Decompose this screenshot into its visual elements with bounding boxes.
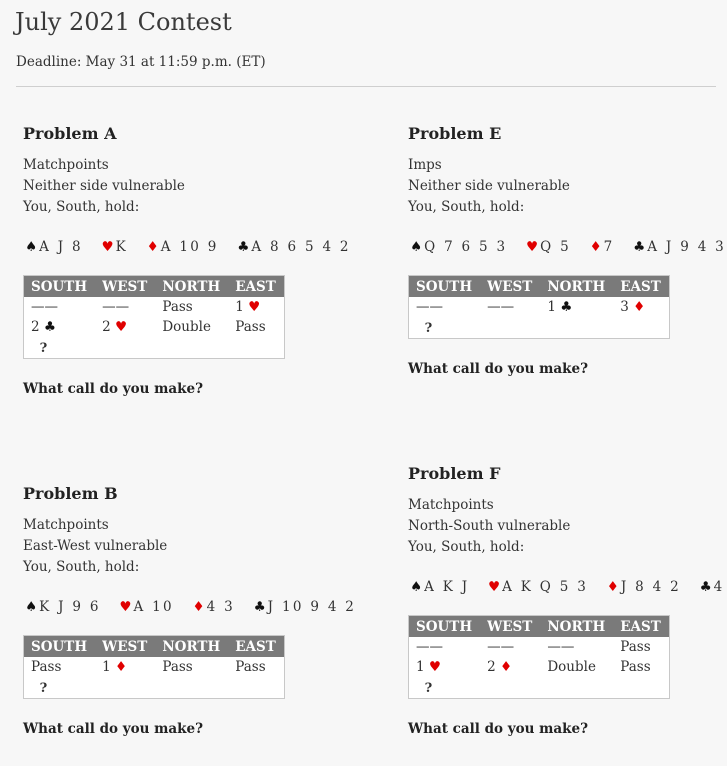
bid-level: 2 xyxy=(31,319,40,335)
south-call xyxy=(409,317,481,339)
bidding-header-row xyxy=(24,276,285,298)
bid-level: 1 xyxy=(416,659,425,675)
hold-prompt: You, South, hold: xyxy=(23,199,140,215)
hand xyxy=(408,579,725,595)
vulnerability-text: North-South vulnerable xyxy=(408,518,571,534)
west-call: —— xyxy=(487,299,515,315)
empty-cell xyxy=(228,337,284,359)
spade-icon: ♠ xyxy=(25,599,38,615)
heart-icon: ♥ xyxy=(488,579,501,595)
diamonds-cards: 4 3 xyxy=(206,599,235,615)
hold-prompt: You, South, hold: xyxy=(408,539,525,555)
spades-holding xyxy=(410,239,507,255)
spades-holding xyxy=(410,579,469,595)
header-east: EAST xyxy=(228,276,284,298)
north-call: Pass xyxy=(162,659,193,675)
club-icon: ♣ xyxy=(633,239,646,255)
diamonds-holding xyxy=(192,599,234,615)
club-icon: ♣ xyxy=(237,239,250,255)
header-east: EAST xyxy=(613,616,669,638)
bid-level: 3 xyxy=(620,299,629,315)
bidding-row xyxy=(24,297,285,317)
clubs-holding xyxy=(237,239,351,255)
header-south: SOUTH xyxy=(24,636,96,658)
scoring-text: Matchpoints xyxy=(23,157,109,173)
hearts-cards: A 10 xyxy=(133,599,174,615)
heart-icon: ♥ xyxy=(101,239,114,255)
heart-icon: ♥ xyxy=(248,299,261,315)
problem-b xyxy=(23,483,357,737)
problem-heading: Problem A xyxy=(23,124,117,143)
south-call: —— xyxy=(416,639,443,655)
problem-f xyxy=(408,463,725,737)
hold-prompt: You, South, hold: xyxy=(408,199,525,215)
problem-heading: Problem B xyxy=(23,484,118,503)
bid-level: 1 xyxy=(102,659,111,675)
problem-e xyxy=(408,123,727,377)
south-call: —— xyxy=(416,299,443,315)
west-call: —— xyxy=(487,639,515,655)
east-call: Pass xyxy=(235,319,266,335)
diamonds-cards: J 8 4 2 xyxy=(620,579,681,595)
bidding-table xyxy=(408,275,670,339)
south-call xyxy=(24,317,96,337)
question-mark: ? xyxy=(39,680,48,696)
call-question: What call do you make? xyxy=(408,721,588,737)
header-south: SOUTH xyxy=(409,276,481,298)
hold-prompt: You, South, hold: xyxy=(23,559,140,575)
north-call xyxy=(540,297,613,317)
hearts-holding xyxy=(102,239,129,255)
heart-icon: ♥ xyxy=(119,599,132,615)
north-call: Double xyxy=(162,319,211,335)
diamonds-holding xyxy=(607,579,681,595)
heart-icon: ♥ xyxy=(114,319,128,335)
header-north: NORTH xyxy=(155,636,228,658)
east-call: Pass xyxy=(620,659,651,675)
bidding-table xyxy=(23,635,285,699)
bid-level: 2 xyxy=(487,659,496,675)
bidding-header-row xyxy=(409,276,670,298)
header-west: WEST xyxy=(480,616,540,638)
hearts-holding xyxy=(488,579,588,595)
header-south: SOUTH xyxy=(24,276,96,298)
header-north: NORTH xyxy=(155,276,228,298)
scoring-text: Matchpoints xyxy=(408,497,494,513)
east-call xyxy=(613,297,669,317)
call-question: What call do you make? xyxy=(23,721,203,737)
heart-icon: ♥ xyxy=(526,239,539,255)
spades-cards: Q 7 6 5 3 xyxy=(424,239,508,255)
hand xyxy=(23,239,351,255)
bidding-table xyxy=(408,615,670,699)
diamond-icon: ♦ xyxy=(606,579,619,595)
clubs-cards: 4 xyxy=(713,579,725,595)
problem-heading: Problem F xyxy=(408,464,501,483)
call-question: What call do you make? xyxy=(23,381,203,397)
hearts-cards: K xyxy=(115,239,129,255)
west-call: —— xyxy=(102,299,130,315)
east-call: Pass xyxy=(620,639,651,655)
bidding-row xyxy=(409,657,670,677)
header-east: EAST xyxy=(228,636,284,658)
page-title: July 2021 Contest xyxy=(15,8,232,36)
vulnerability-text: Neither side vulnerable xyxy=(23,178,185,194)
problem-a xyxy=(23,123,351,397)
hearts-cards: Q 5 xyxy=(540,239,571,255)
hearts-cards: A K Q 5 3 xyxy=(502,579,589,595)
clubs-holding xyxy=(254,599,357,615)
hand xyxy=(23,599,357,615)
question-mark: ? xyxy=(424,320,433,336)
clubs-cards: A J 9 4 3 xyxy=(647,239,727,255)
spades-cards: A K J xyxy=(424,579,470,595)
diamond-icon: ♦ xyxy=(589,239,602,255)
hearts-holding xyxy=(526,239,571,255)
hand xyxy=(408,239,727,255)
south-call: Pass xyxy=(31,659,62,675)
bidding-header-row xyxy=(24,636,285,658)
diamonds-cards: A 10 9 xyxy=(160,239,219,255)
empty-cell xyxy=(228,677,284,699)
empty-cell xyxy=(480,677,540,699)
header-north: NORTH xyxy=(540,276,613,298)
heart-icon: ♥ xyxy=(428,659,441,675)
clubs-cards: J 10 9 4 2 xyxy=(267,599,357,615)
clubs-holding xyxy=(700,579,725,595)
south-call: —— xyxy=(31,299,58,315)
scoring-text: Matchpoints xyxy=(23,517,109,533)
empty-cell xyxy=(155,677,228,699)
header-south: SOUTH xyxy=(409,616,481,638)
hearts-holding xyxy=(119,599,174,615)
spade-icon: ♠ xyxy=(25,239,38,255)
clubs-cards: A 8 6 5 4 2 xyxy=(251,239,351,255)
diamond-icon: ♦ xyxy=(192,599,205,615)
problem-heading: Problem E xyxy=(408,124,502,143)
bidding-row xyxy=(409,297,670,317)
empty-cell xyxy=(613,677,669,699)
north-call: —— xyxy=(547,639,575,655)
spade-icon: ♠ xyxy=(410,239,423,255)
south-call xyxy=(24,677,96,699)
deadline-text: Deadline: May 31 at 11:59 p.m. (ET) xyxy=(16,54,266,70)
diamond-icon: ♦ xyxy=(499,659,513,675)
bidding-table xyxy=(23,275,285,359)
question-mark: ? xyxy=(424,680,433,696)
south-call xyxy=(409,677,481,699)
west-call xyxy=(95,657,155,677)
spade-icon: ♠ xyxy=(410,579,423,595)
spades-cards: K J 9 6 xyxy=(39,599,101,615)
spades-holding xyxy=(25,239,83,255)
scoring-text: Imps xyxy=(408,157,442,173)
diamond-icon: ♦ xyxy=(146,239,159,255)
diamonds-holding xyxy=(147,239,219,255)
south-call xyxy=(409,657,481,677)
diamond-icon: ♦ xyxy=(633,299,646,315)
empty-cell xyxy=(95,677,155,699)
vulnerability-text: East-West vulnerable xyxy=(23,538,168,554)
club-icon: ♣ xyxy=(253,599,266,615)
bidding-row xyxy=(24,337,285,359)
clubs-holding xyxy=(633,239,726,255)
empty-cell xyxy=(95,337,155,359)
spades-cards: A J 8 xyxy=(39,239,83,255)
bid-level: 2 xyxy=(102,319,111,335)
bidding-row xyxy=(24,677,285,699)
bid-level: 1 xyxy=(235,299,244,315)
diamonds-cards: 7 xyxy=(603,239,615,255)
call-question: What call do you make? xyxy=(408,361,588,377)
club-icon: ♣ xyxy=(43,319,56,335)
club-icon: ♣ xyxy=(699,579,712,595)
east-call xyxy=(228,297,284,317)
bid-level: 1 xyxy=(547,299,556,315)
club-icon: ♣ xyxy=(560,299,573,315)
header-north: NORTH xyxy=(540,616,613,638)
header-west: WEST xyxy=(95,276,155,298)
north-call: Pass xyxy=(162,299,193,315)
empty-cell xyxy=(540,317,613,339)
south-call xyxy=(24,337,96,359)
header-west: WEST xyxy=(480,276,540,298)
west-call xyxy=(480,657,540,677)
empty-cell xyxy=(480,317,540,339)
bidding-row xyxy=(409,637,670,657)
bidding-row xyxy=(409,317,670,339)
north-call: Double xyxy=(547,659,596,675)
vulnerability-text: Neither side vulnerable xyxy=(408,178,570,194)
question-mark: ? xyxy=(39,340,48,356)
empty-cell xyxy=(613,317,669,339)
empty-cell xyxy=(540,677,613,699)
east-call: Pass xyxy=(235,659,266,675)
header-west: WEST xyxy=(95,636,155,658)
bidding-header-row xyxy=(409,616,670,638)
bidding-row xyxy=(24,657,285,677)
diamond-icon: ♦ xyxy=(114,659,128,675)
header-east: EAST xyxy=(613,276,669,298)
bidding-row xyxy=(24,317,285,337)
spades-holding xyxy=(25,599,101,615)
divider xyxy=(16,86,716,87)
diamonds-holding xyxy=(590,239,615,255)
empty-cell xyxy=(155,337,228,359)
west-call xyxy=(95,317,155,337)
bidding-row xyxy=(409,677,670,699)
